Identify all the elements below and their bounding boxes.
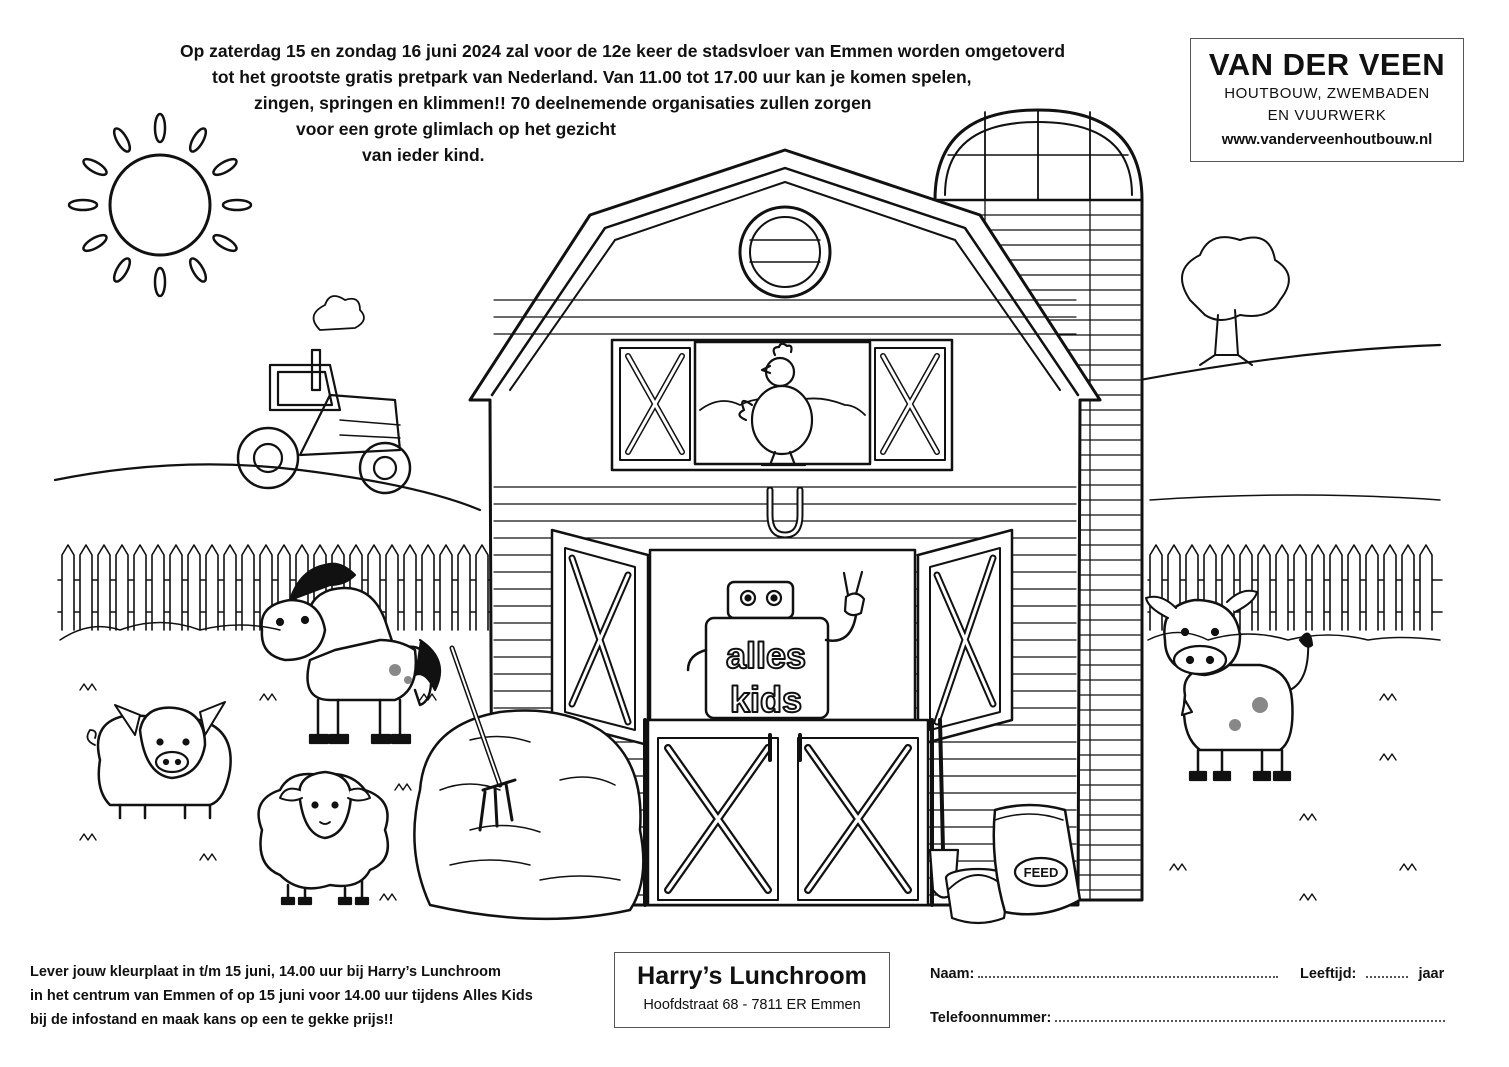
instructions-line-2-text: in het centrum van Emmen of op 15 juni voor 14.00 uur tijdens: [30, 988, 463, 1004]
fence-picket: [386, 545, 398, 630]
fence-picket: [1276, 545, 1288, 630]
fence-picket: [206, 545, 218, 630]
fence-picket: [170, 545, 182, 630]
fence-picket: [242, 545, 254, 630]
feed-label: FEED: [1023, 865, 1059, 880]
name-row: [930, 964, 1278, 982]
fence-picket: [476, 545, 488, 630]
sheep-icon: [259, 772, 388, 904]
fence-picket: [98, 545, 110, 630]
loft-door-right: [918, 530, 1012, 745]
intro-line-4: voor een grote glimlach op het gezicht: [296, 119, 616, 139]
loft-door-left: [552, 530, 648, 745]
sponsor-line-2: EN VUURWERK: [1267, 107, 1387, 124]
sign-line-2: kids: [729, 679, 803, 720]
fence-picket: [1294, 545, 1306, 630]
lunchroom-box: [614, 952, 890, 1028]
fence-picket: [1312, 545, 1324, 630]
lunchroom-address: Hoofdstraat 68 - 7811 ER Emmen: [643, 997, 861, 1013]
hill-right: [1140, 345, 1440, 380]
age-field[interactable]: [1366, 964, 1408, 978]
fence-picket: [152, 545, 164, 630]
instructions-line-1: Lever jouw kleurplaat in t/m 15 juni, 14.00 uur bij Harry’s Lunchroom: [30, 964, 501, 980]
fence-picket: [224, 545, 236, 630]
intro-line-5: van ieder kind.: [362, 145, 485, 165]
instructions-line-3: [30, 1008, 600, 1032]
sponsor-url[interactable]: www.vanderveenhoutbouw.nl: [1221, 131, 1433, 148]
instructions-line-2: [30, 984, 600, 1008]
feed-sack-icon: [994, 805, 1080, 914]
tractor-icon: [238, 296, 410, 493]
fence-picket: [1240, 545, 1252, 630]
fence-picket: [80, 545, 92, 630]
fence-picket: [134, 545, 146, 630]
name-field[interactable]: [978, 964, 1278, 978]
phone-row: [930, 1008, 1445, 1026]
intro-line-1: Op zaterdag 15 en zondag 16 juni 2024 zal voor de 12e keer de stadsvloer van Emmen worden omgetoverd: [180, 41, 1066, 61]
fence-picket: [1330, 545, 1342, 630]
age-row: [1300, 964, 1444, 982]
lunchroom-title: Harry’s Lunchroom: [637, 962, 867, 990]
fence-picket: [1366, 545, 1378, 630]
tree-icon: [1182, 237, 1289, 365]
entry-instructions: [30, 960, 600, 1032]
instructions-line-3-text: bij de infostand en: [30, 1012, 163, 1028]
fence-picket: [1348, 545, 1360, 630]
fence-picket: [62, 545, 74, 630]
fence-picket: [1420, 545, 1432, 630]
fence-picket: [116, 545, 128, 630]
fence-picket: [440, 545, 452, 630]
sponsor-line-1: HOUTBOUW, ZWEMBADEN: [1224, 85, 1430, 102]
age-unit: jaar: [1418, 966, 1445, 982]
intro-line-3: zingen, springen en klimmen!! 70 deelnemende organisaties zullen zorgen: [254, 93, 872, 113]
alles-kids-bold: Alles Kids: [462, 988, 533, 1004]
sponsor-name: VAN DER VEEN: [1208, 47, 1446, 82]
intro-line-2: tot het grootste gratis pretpark van Nederland. Van 11.00 tot 17.00 uur kan je komen spelen,: [212, 67, 972, 87]
prize-bold: maak kans op een te gekke prijs!!: [162, 1012, 394, 1028]
horizon-right: [1150, 495, 1440, 500]
age-label: Leeftijd:: [1300, 966, 1357, 982]
fence-picket: [458, 545, 470, 630]
fence-picket: [1402, 545, 1414, 630]
fence-picket: [1384, 545, 1396, 630]
fence-picket: [422, 545, 434, 630]
sun-icon: [69, 114, 251, 296]
fence-picket: [1258, 545, 1270, 630]
sign-line-1: alles: [725, 635, 807, 676]
fence-picket: [1150, 545, 1162, 630]
haystack-icon: [414, 710, 643, 918]
fence-picket: [188, 545, 200, 630]
fence-picket: [404, 545, 416, 630]
pig-icon: [87, 702, 230, 818]
barn-door: [645, 720, 932, 905]
phone-field[interactable]: [1055, 1008, 1445, 1022]
phone-label: Telefoonnummer:: [930, 1010, 1052, 1026]
name-label: Naam:: [930, 966, 975, 982]
